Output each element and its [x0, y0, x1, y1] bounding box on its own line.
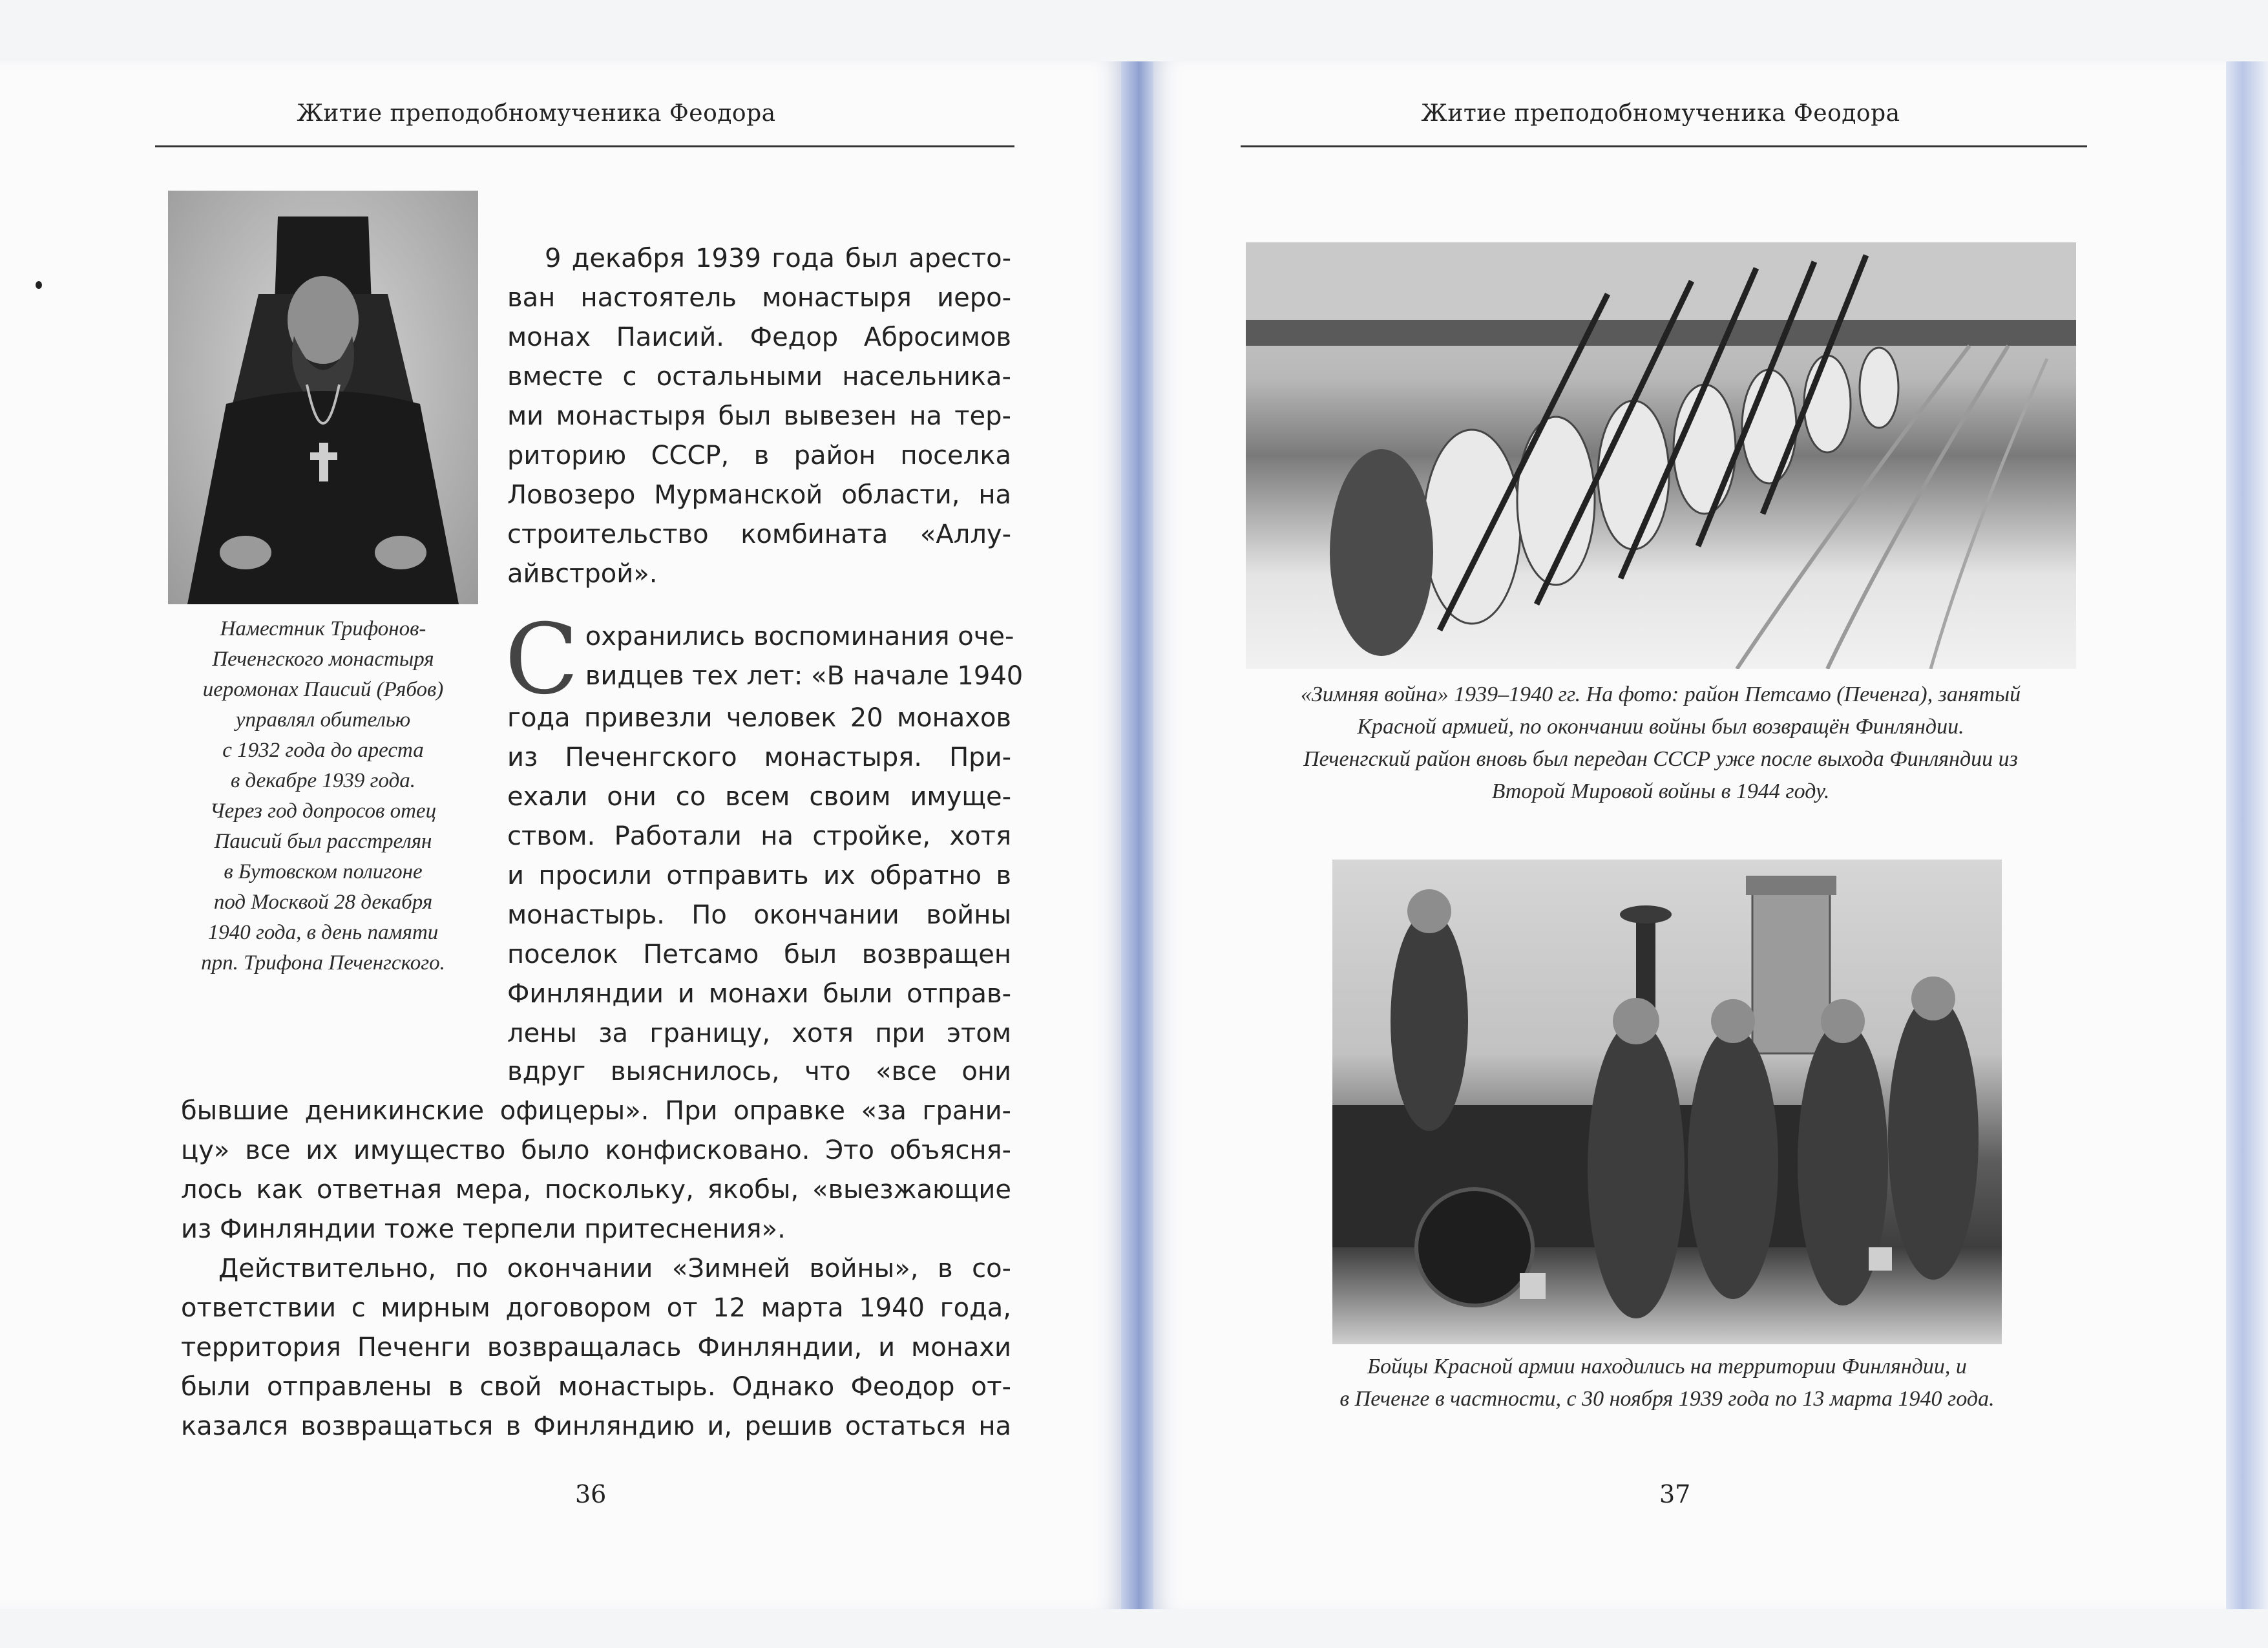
paragraph-1	[507, 239, 1011, 594]
text-line: Действительно, по окончании «Зимней войны», в со-	[218, 1254, 1011, 1284]
right-header-rule	[1241, 145, 2087, 147]
page-edge	[2226, 61, 2268, 1609]
caption-line: Наместник Трифонов-	[220, 617, 426, 640]
caption-line: с 1932 года до ареста	[222, 739, 424, 762]
text-line: ван настоятель монастыря иеро-	[507, 283, 1011, 313]
left-header-rule	[155, 145, 1014, 147]
left-running-head: Житие преподобномученика Феодора	[297, 100, 776, 127]
text-line: ехали они со всем своим имуще-	[507, 782, 1011, 812]
text-line: лены за границу, хотя при этом	[507, 1019, 1011, 1048]
text-line: вместе с остальными насельника-	[507, 362, 1011, 392]
text-line: 9 декабря 1939 года был аресто-	[545, 244, 1011, 273]
text-line: лось как ответная мера, поскольку, якобы, «выезжающие	[181, 1175, 1011, 1205]
soldiers-skis-photo	[1246, 242, 2076, 669]
right-running-head: Житие преподобномученика Феодора	[1421, 100, 1900, 127]
scan-speck	[36, 281, 42, 289]
paragraph-2-continued	[181, 1052, 1011, 1446]
text-line: охранились воспоминания оче-	[585, 622, 1014, 651]
text-line: ми монастыря был вывезен на тер-	[507, 401, 1011, 431]
caption-line: в декабре 1939 года.	[230, 769, 416, 792]
text-line: из Печенгского монастыря. При-	[507, 743, 1011, 772]
caption-line: 1940 года, в день памяти	[207, 921, 439, 944]
caption-line: Паисий был расстрелян	[214, 830, 432, 853]
text-line: цу» все их имущество было конфисковано. Это объясня-	[181, 1136, 1011, 1165]
field-kitchen-photo	[1332, 860, 2002, 1344]
book-gutter	[1121, 61, 1153, 1609]
text-line: риторию СССР, в район поселка	[507, 441, 1011, 470]
caption-line: в Бутовском полигоне	[224, 860, 423, 883]
bottom-photo-caption	[1266, 1351, 2068, 1415]
caption-line: иеромонах Паисий (Рябов)	[202, 678, 444, 701]
caption-line: Второй Мировой войны в 1944 году.	[1491, 779, 1830, 803]
caption-line: в Печенге в частности, с 30 ноября 1939 года по 13 марта 1940 года.	[1339, 1387, 1995, 1411]
text-line: вдруг выяснилось, что «все они	[507, 1057, 1011, 1086]
portrait-caption	[158, 614, 488, 978]
scan-background	[0, 0, 2268, 61]
caption-line: Печенгский район вновь был передан СССР уже после выхода Финляндии из	[1303, 747, 2018, 771]
caption-line: управлял обителью	[235, 708, 411, 732]
caption-line: Красной армией, по окончании войны был возвращён Финляндии.	[1357, 715, 1964, 739]
text-line: были отправлены в свой монастырь. Однако Феодор от-	[181, 1372, 1011, 1402]
text-line: айвстрой».	[507, 559, 658, 589]
text-line: монастырь. По окончании войны	[507, 900, 1011, 930]
text-line: строительство комбината «Аллу-	[507, 520, 1011, 549]
page-number-left: 36	[575, 1480, 607, 1508]
caption-line: под Москвой 28 декабря	[213, 891, 433, 914]
text-line: и просили отправить их обратно в	[507, 861, 1011, 891]
text-line: поселок Петсамо был возвращен	[507, 940, 1011, 969]
field-kitchen-illustration	[1332, 860, 2002, 1344]
text-line: Ловозеро Мурманской области, на	[507, 480, 1011, 510]
top-photo-caption	[1228, 679, 2094, 808]
text-line: ответствии с мирным договором от 12 марта 1940 года,	[181, 1293, 1011, 1323]
portrait-photo	[168, 191, 478, 604]
portrait-illustration	[168, 191, 478, 604]
paragraph-2	[505, 604, 1024, 1053]
text-line: видцев тех лет: «В начале 1940	[585, 661, 1024, 691]
caption-line: Печенгского монастыря	[212, 648, 434, 671]
page-number-right: 37	[1659, 1480, 1691, 1508]
text-line: Финляндии и монахи были отправ-	[507, 979, 1011, 1009]
drop-cap: С	[505, 604, 579, 716]
text-line: территория Печенги возвращалась Финляндии, и монахи	[181, 1333, 1011, 1362]
text-line: казался возвращаться в Финляндию и, решив остаться на	[181, 1411, 1011, 1441]
skiers-illustration	[1246, 242, 2076, 669]
text-line: монах Паисий. Федор Абросимов	[507, 322, 1011, 352]
caption-line: Бойцы Красной армии находились на территории Финляндии, и	[1367, 1355, 1967, 1379]
text-line: ством. Работали на стройке, хотя	[507, 821, 1011, 851]
caption-line: прп. Трифона Печенгского.	[201, 951, 445, 975]
caption-line: «Зимняя война» 1939–1940 гг. На фото: район Петсамо (Печенга), занятый	[1300, 682, 2021, 706]
text-line: из Финляндии тоже терпели притеснения».	[181, 1214, 786, 1244]
text-line: года привезли человек 20 монахов	[507, 703, 1011, 733]
text-line: бывшие деникинские офицеры». При оправке «за грани-	[181, 1096, 1011, 1126]
caption-line: Через год допросов отец	[209, 799, 437, 823]
